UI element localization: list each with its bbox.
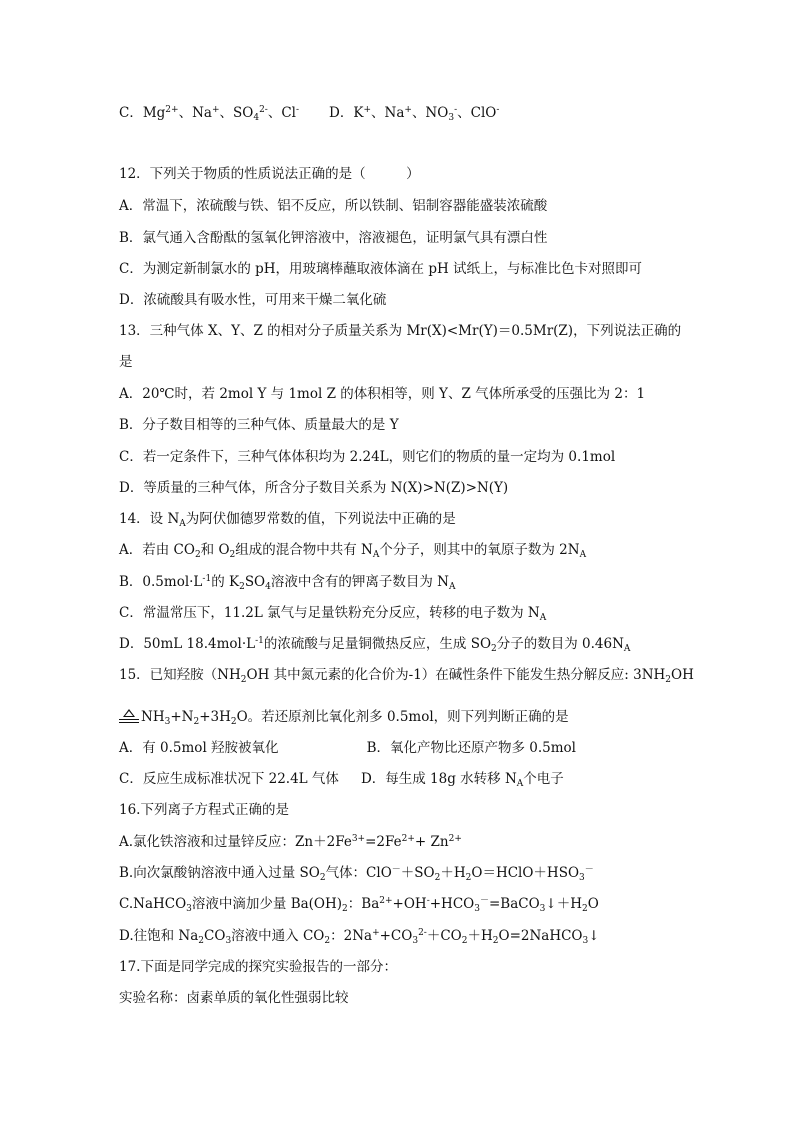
q16-option-c: C.NaHCO$_3$溶液中滴加少量 $Ba(OH)_2$：$Ba^{2+}+OH^-+HCO_3^-=BaCO_3↓+H_2O$: [119, 896, 599, 914]
q12-stem: 12．下列关于物质的性质说法正确的是（ ）: [119, 166, 420, 182]
q17-stem: 17.下面是同学完成的探究实验报告的一部分：: [119, 959, 397, 975]
q15-stem-line1: 15．已知羟胺（$NH_2OH$ 其中氮元素的化合价为-1）在碱性条件下能发生热分解反应: $3NH_2OH$: [119, 667, 694, 685]
q13-stem-line2: 是: [119, 354, 133, 370]
q14-option-c: C．常温常压下，11.2L 氯气与足量铁粉充分反应，转移的电子数为 $N_A$: [119, 605, 547, 623]
q15-stem-line2: $NH_3+N_2+3H_2O$。若还原剂比氧化剂多 0.5mol，则下列判断正确的是: [119, 708, 569, 726]
q14-option-a: A．若由 $CO_2$和 $O_2$组成的混合物中共有 $N_A$个分子，则其中的氧原子数为 $2N_A$: [119, 542, 587, 560]
q13-option-b: B．分子数目相等的三种气体、质量最大的是 Y: [119, 417, 399, 433]
q16-option-a: A.氯化铁溶液和过量锌反应：$Zn+2Fe^{3+}=2Fe^{2+}+ Zn^{2+}$: [119, 834, 462, 850]
q13-option-c: C．若一定条件下，三种气体体积均为 2.24L，则它们的物质的量一定均为 0.1mol: [119, 449, 616, 465]
q13-option-a: A．20℃时，若 2mol Y 与 1mol Z 的体积相等，则 Y、Z 气体所承受的压强比为 2：1: [119, 386, 646, 402]
q16-stem: 16.下列离子方程式正确的是: [119, 802, 289, 818]
q12-option-c: C．为测定新制氯水的 pH，用玻璃棒蘸取液体滴在 pH 试纸上，与标准比色卡对照即可: [119, 261, 643, 277]
q16-option-d: D.往饱和 $Na_2CO_3$溶液中通入 $CO_2$：$2Na^++CO_3^{2-}+CO_2+H_2O=2NaHCO_3↓$: [119, 928, 600, 946]
q14-option-b: B．$0.5mol\cdot L^{-1}$的 $K_2SO_4$溶液中含有的钾离子数目为 $N_A$: [119, 574, 456, 592]
q11-options-cd: C．$Mg^{2+}$、Na+、$SO_4^{2-}$、Cl- D．K+、Na+、$NO_3^-$、ClO-: [119, 105, 500, 123]
heat-condition-icon: [119, 709, 141, 723]
q15-options-ab: A．有 0.5mol 羟胺被氧化 B．氧化产物比还原产物多 0.5mol: [119, 740, 576, 756]
q12-option-d: D．浓硫酸具有吸水性，可用来干燥二氧化硫: [119, 292, 387, 308]
q13-option-d: D．等质量的三种气体，所含分子数目关系为 N(X)>N(Z)>N(Y): [119, 480, 509, 496]
q17-experiment-name: 实验名称：卤素单质的氧化性强弱比较: [119, 990, 349, 1006]
q12-option-b: B．氯气通入含酚酞的氢氧化钾溶液中，溶液褪色，证明氯气具有漂白性: [119, 230, 548, 246]
q15-options-cd: C．反应生成标准状况下 22.4L 气体 D．每生成 18g 水转移 $N_A$个电子: [119, 771, 564, 789]
q14-option-d: D．50mL $18.4mol\cdot L^{-1}$的浓硫酸与足量铜微热反应，生成 $SO_2$分子的数目为 $0.46N_A$: [119, 636, 631, 654]
q14-stem: 14．设 $N_A$为阿伏伽德罗常数的值，下列说法中正确的是: [119, 511, 456, 529]
q12-option-a: A．常温下，浓硫酸与铁、铝不反应，所以铁制、铝制容器能盛装浓硫酸: [119, 198, 548, 214]
q13-stem-line1: 13．三种气体 X、Y、Z 的相对分子质量关系为 Mr(X)<Mr(Y)＝0.5Mr(Z)，下列说法正确的: [119, 323, 682, 339]
q16-option-b: B.向次氯酸钠溶液中通入过量 $SO_2$气体：$ClO^-+SO_2+H_2O=HClO+HSO_3^-$: [119, 865, 594, 883]
